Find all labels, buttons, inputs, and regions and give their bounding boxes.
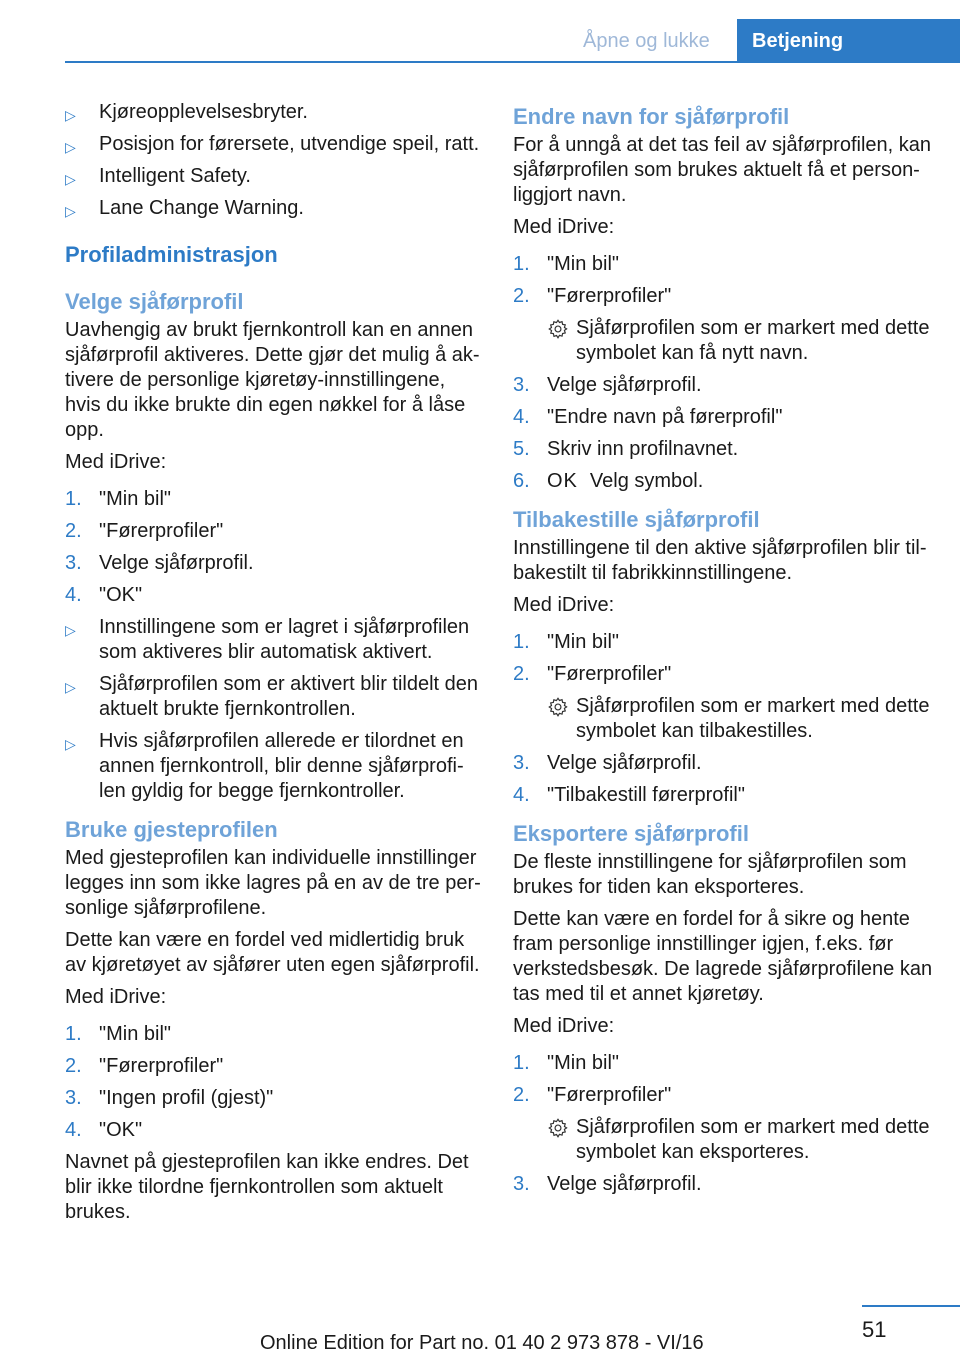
list-item: 1. "Min bil" xyxy=(65,488,171,510)
triangle-bullet-icon: ▷ xyxy=(65,679,76,695)
list-item: 3. Velge sjåførprofil. xyxy=(513,752,702,774)
footer-rule xyxy=(862,1305,960,1307)
paragraph: Med iDrive: xyxy=(65,986,167,1008)
gear-icon xyxy=(547,318,569,340)
list-item: 3. Velge sjåførprofil. xyxy=(513,374,702,396)
list-item: 2. "Førerprofiler" xyxy=(65,1055,224,1077)
feature-bullet-list xyxy=(65,100,485,221)
subsection-heading: Endre navn for sjåførprofil xyxy=(513,104,790,129)
list-item: 2. "Førerprofiler" xyxy=(65,520,224,542)
list-item: 2. "Førerprofiler" xyxy=(513,663,672,685)
triangle-bullet-icon: ▷ xyxy=(65,107,76,123)
footer-edition: Online Edition for Part no. 01 40 2 973 878 - VI/16 xyxy=(260,1332,704,1354)
list-item: ▷ Posisjon for førersete, utvendige speil, ratt. xyxy=(65,132,485,157)
triangle-bullet-icon: ▷ xyxy=(65,622,76,638)
list-item: 1. "Min bil" xyxy=(513,253,619,275)
list-item: 2. "Førerprofiler" xyxy=(513,285,672,307)
subsection-heading: Bruke gjesteprofilen xyxy=(65,817,278,842)
paragraph: Med gjesteprofilen kan individuelle innstillinger legges inn som ikke lagres på en av de tre per-sonlige sjåførprofilene. xyxy=(65,847,481,919)
paragraph: Med iDrive: xyxy=(513,1015,615,1037)
list-item: 1. "Min bil" xyxy=(513,631,619,653)
right-column xyxy=(513,100,933,1209)
list-item: 3. Velge sjåførprofil. xyxy=(513,1173,702,1195)
gear-icon xyxy=(547,696,569,718)
numbered-list xyxy=(65,1022,485,1143)
page-header xyxy=(0,0,960,62)
list-item: 6. OK Velg symbol. xyxy=(513,470,704,492)
list-item: 4. "OK" xyxy=(65,1119,143,1141)
numbered-list xyxy=(513,630,933,808)
list-item: 4. "Tilbakestill førerprofil" xyxy=(513,784,745,806)
triangle-bullet-icon: ▷ xyxy=(65,203,76,219)
list-item: ▷ Hvis sjåførprofilen allerede er tilordnet en annen fjernkontroll, blir denne sjåførprofi-len gyldig for begge fjernkontroller. xyxy=(65,730,464,802)
paragraph: De fleste innstillingene for sjåførprofilen som brukes for tiden kan eksporteres. xyxy=(513,851,907,898)
header-rule xyxy=(65,61,960,63)
list-item: ▷ Sjåførprofilen som er aktivert blir tildelt den aktuelt brukte fjernkontrollen. xyxy=(65,673,479,720)
list-item: 4. "Endre navn på førerprofil" xyxy=(513,406,783,428)
step-note: Sjåførprofilen som er markert med dette symbolet kan eksporteres. xyxy=(513,1115,933,1165)
list-item: 3. "Ingen profil (gjest)" xyxy=(65,1087,274,1109)
header-chapter-tab: Betjening xyxy=(737,19,960,63)
subsection-heading: Velge sjåførprofil xyxy=(65,289,244,314)
gear-icon xyxy=(547,1117,569,1139)
paragraph: Med iDrive: xyxy=(513,216,615,238)
numbered-list xyxy=(65,487,485,804)
list-item: 4. "OK" xyxy=(65,584,143,606)
header-section-title: Åpne og lukke xyxy=(583,30,710,52)
list-item: 1. "Min bil" xyxy=(65,1023,171,1045)
list-item: 1. "Min bil" xyxy=(513,1052,619,1074)
triangle-bullet-icon: ▷ xyxy=(65,736,76,752)
list-item: 3. Velge sjåførprofil. xyxy=(65,552,254,574)
paragraph: Innstillingene til den aktive sjåførprofilen blir til-bakestilt til fabrikkinnstillingene. xyxy=(513,537,927,584)
ok-icon: OK xyxy=(547,470,578,492)
triangle-bullet-icon: ▷ xyxy=(65,139,76,155)
paragraph: Med iDrive: xyxy=(65,451,167,473)
step-note: Sjåførprofilen som er markert med dette symbolet kan få nytt navn. xyxy=(513,316,933,366)
subsection-heading: Eksportere sjåførprofil xyxy=(513,821,749,846)
left-column xyxy=(65,100,485,1232)
list-item: ▷ Lane Change Warning. xyxy=(65,196,485,221)
list-item: 5. Skriv inn profilnavnet. xyxy=(513,438,739,460)
triangle-bullet-icon: ▷ xyxy=(65,171,76,187)
page-number: 51 xyxy=(862,1317,887,1342)
numbered-list xyxy=(513,1051,933,1197)
section-heading: Profiladministrasjon xyxy=(65,242,278,267)
list-item: ▷ Innstillingene som er lagret i sjåførprofilen som aktiveres blir automatisk aktivert. xyxy=(65,616,470,663)
numbered-list xyxy=(513,252,933,494)
list-item: ▷ Intelligent Safety. xyxy=(65,164,485,189)
step-note: Sjåførprofilen som er markert med dette symbolet kan tilbakestilles. xyxy=(513,694,933,744)
paragraph: Navnet på gjesteprofilen kan ikke endres. Det blir ikke tilordne fjernkontrollen som aktuelt brukes. xyxy=(65,1151,469,1223)
list-item: 2. "Førerprofiler" xyxy=(513,1084,672,1106)
subsection-heading: Tilbakestille sjåførprofil xyxy=(513,507,760,532)
paragraph: Dette kan være en fordel ved midlertidig bruk av kjøretøyet av sjåfører uten egen sjåførprofil. xyxy=(65,929,480,976)
paragraph: Med iDrive: xyxy=(513,594,615,616)
list-item: ▷ Kjøreopplevelsesbryter. xyxy=(65,100,485,125)
paragraph: Uavhengig av brukt fjernkontroll kan en annen sjåførprofil aktiveres. Dette gjør det mulig å ak-tivere de personlige kjøretøy-innstillingene, hvis du ikke brukte din egen nøkkel for å låse opp. xyxy=(65,319,480,441)
paragraph: For å unngå at det tas feil av sjåførprofilen, kan sjåførprofilen som brukes aktuelt få et person-liggjort navn. xyxy=(513,134,931,206)
paragraph: Dette kan være en fordel for å sikre og hente fram personlige innstillinger igjen, f.eks. før verkstedsbesøk. De lagrede sjåførprofilene kan tas med til et annet kjøretøy. xyxy=(513,908,933,1005)
